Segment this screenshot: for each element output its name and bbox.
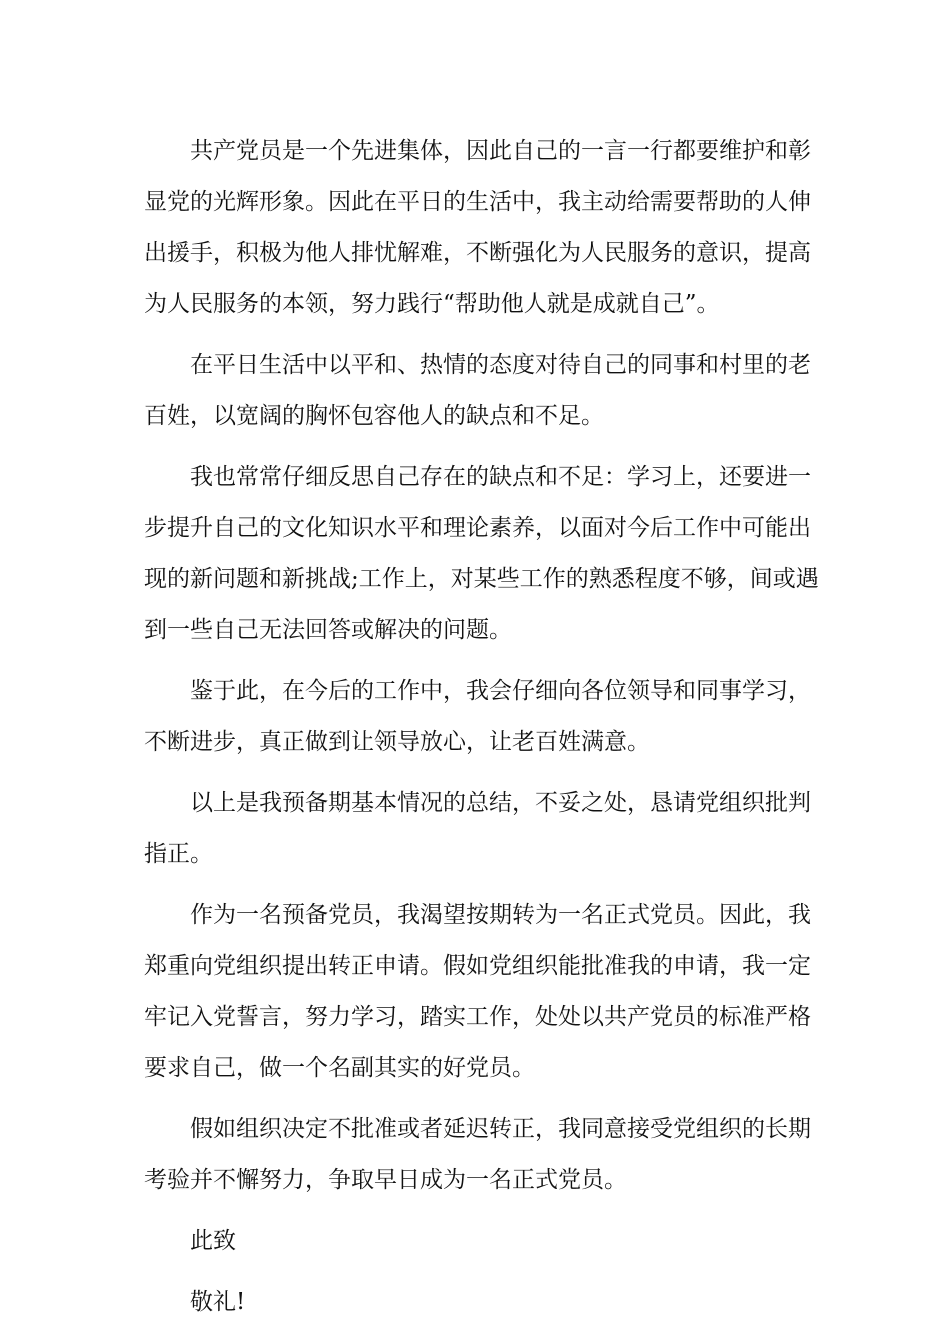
paragraph-3 (144, 452, 819, 656)
text-line: 鉴于此，在今后的工作中，我会仔细向各位领导和同事学习， (190, 678, 811, 704)
text-line: 在平日生活中以平和、热情的态度对待自己的同事和村里的老 (190, 352, 811, 378)
paragraph-1 (144, 126, 811, 330)
text-line: 现的新问题和新挑战;工作上，对某些工作的熟悉程度不够，间或遇 (144, 566, 819, 592)
text-line: 假如组织决定不批准或者延迟转正，我同意接受党组织的长期 (190, 1116, 811, 1142)
text-line: 为人民服务的本领，努力践行“帮助他人就是成就自己”。 (144, 291, 720, 317)
text-line: 指正。 (144, 841, 213, 867)
text-line: 不断进步，真正做到让领导放心，让老百姓满意。 (144, 729, 650, 755)
text-line: 考验并不懈努力，争取早日成为一名正式党员。 (144, 1167, 627, 1193)
text-line: 要求自己，做一个名副其实的好党员。 (144, 1055, 535, 1081)
text-line: 郑重向党组织提出转正申请。假如党组织能批准我的申请，我一定 (144, 953, 811, 979)
text-line: 作为一名预备党员，我渴望按期转为一名正式党员。因此，我 (190, 902, 811, 928)
paragraph-2 (144, 340, 811, 442)
text-line: 牢记入党誓言，努力学习，踏实工作，处处以共产党员的标准严格 (144, 1004, 811, 1030)
text-line: 显党的光辉形象。因此在平日的生活中，我主动给需要帮助的人伸 (144, 189, 811, 215)
text-line: 共产党员是一个先进集体，因此自己的一言一行都要维护和彰 (190, 138, 811, 164)
paragraph-7 (144, 1104, 811, 1206)
paragraph-5 (144, 778, 811, 880)
text-line: 出援手，积极为他人排忧解难，不断强化为人民服务的意识，提高 (144, 240, 811, 266)
paragraph-4 (144, 666, 811, 768)
text-line: 步提升自己的文化知识水平和理论素养，以面对今后工作中可能出 (144, 515, 811, 541)
letter-body (144, 126, 819, 1338)
closing-salutation: 此致 (190, 1228, 236, 1254)
closing-regards: 敬礼! (190, 1289, 246, 1315)
text-line: 我也常常仔细反思自己存在的缺点和不足：学习上，还要进一 (190, 464, 811, 490)
text-line: 百姓，以宽阔的胸怀包容他人的缺点和不足。 (144, 403, 604, 429)
text-line: 到一些自己无法回答或解决的问题。 (144, 617, 512, 643)
paragraph-6 (144, 890, 811, 1094)
text-line: 以上是我预备期基本情况的总结，不妥之处，恳请党组织批判 (190, 790, 811, 816)
